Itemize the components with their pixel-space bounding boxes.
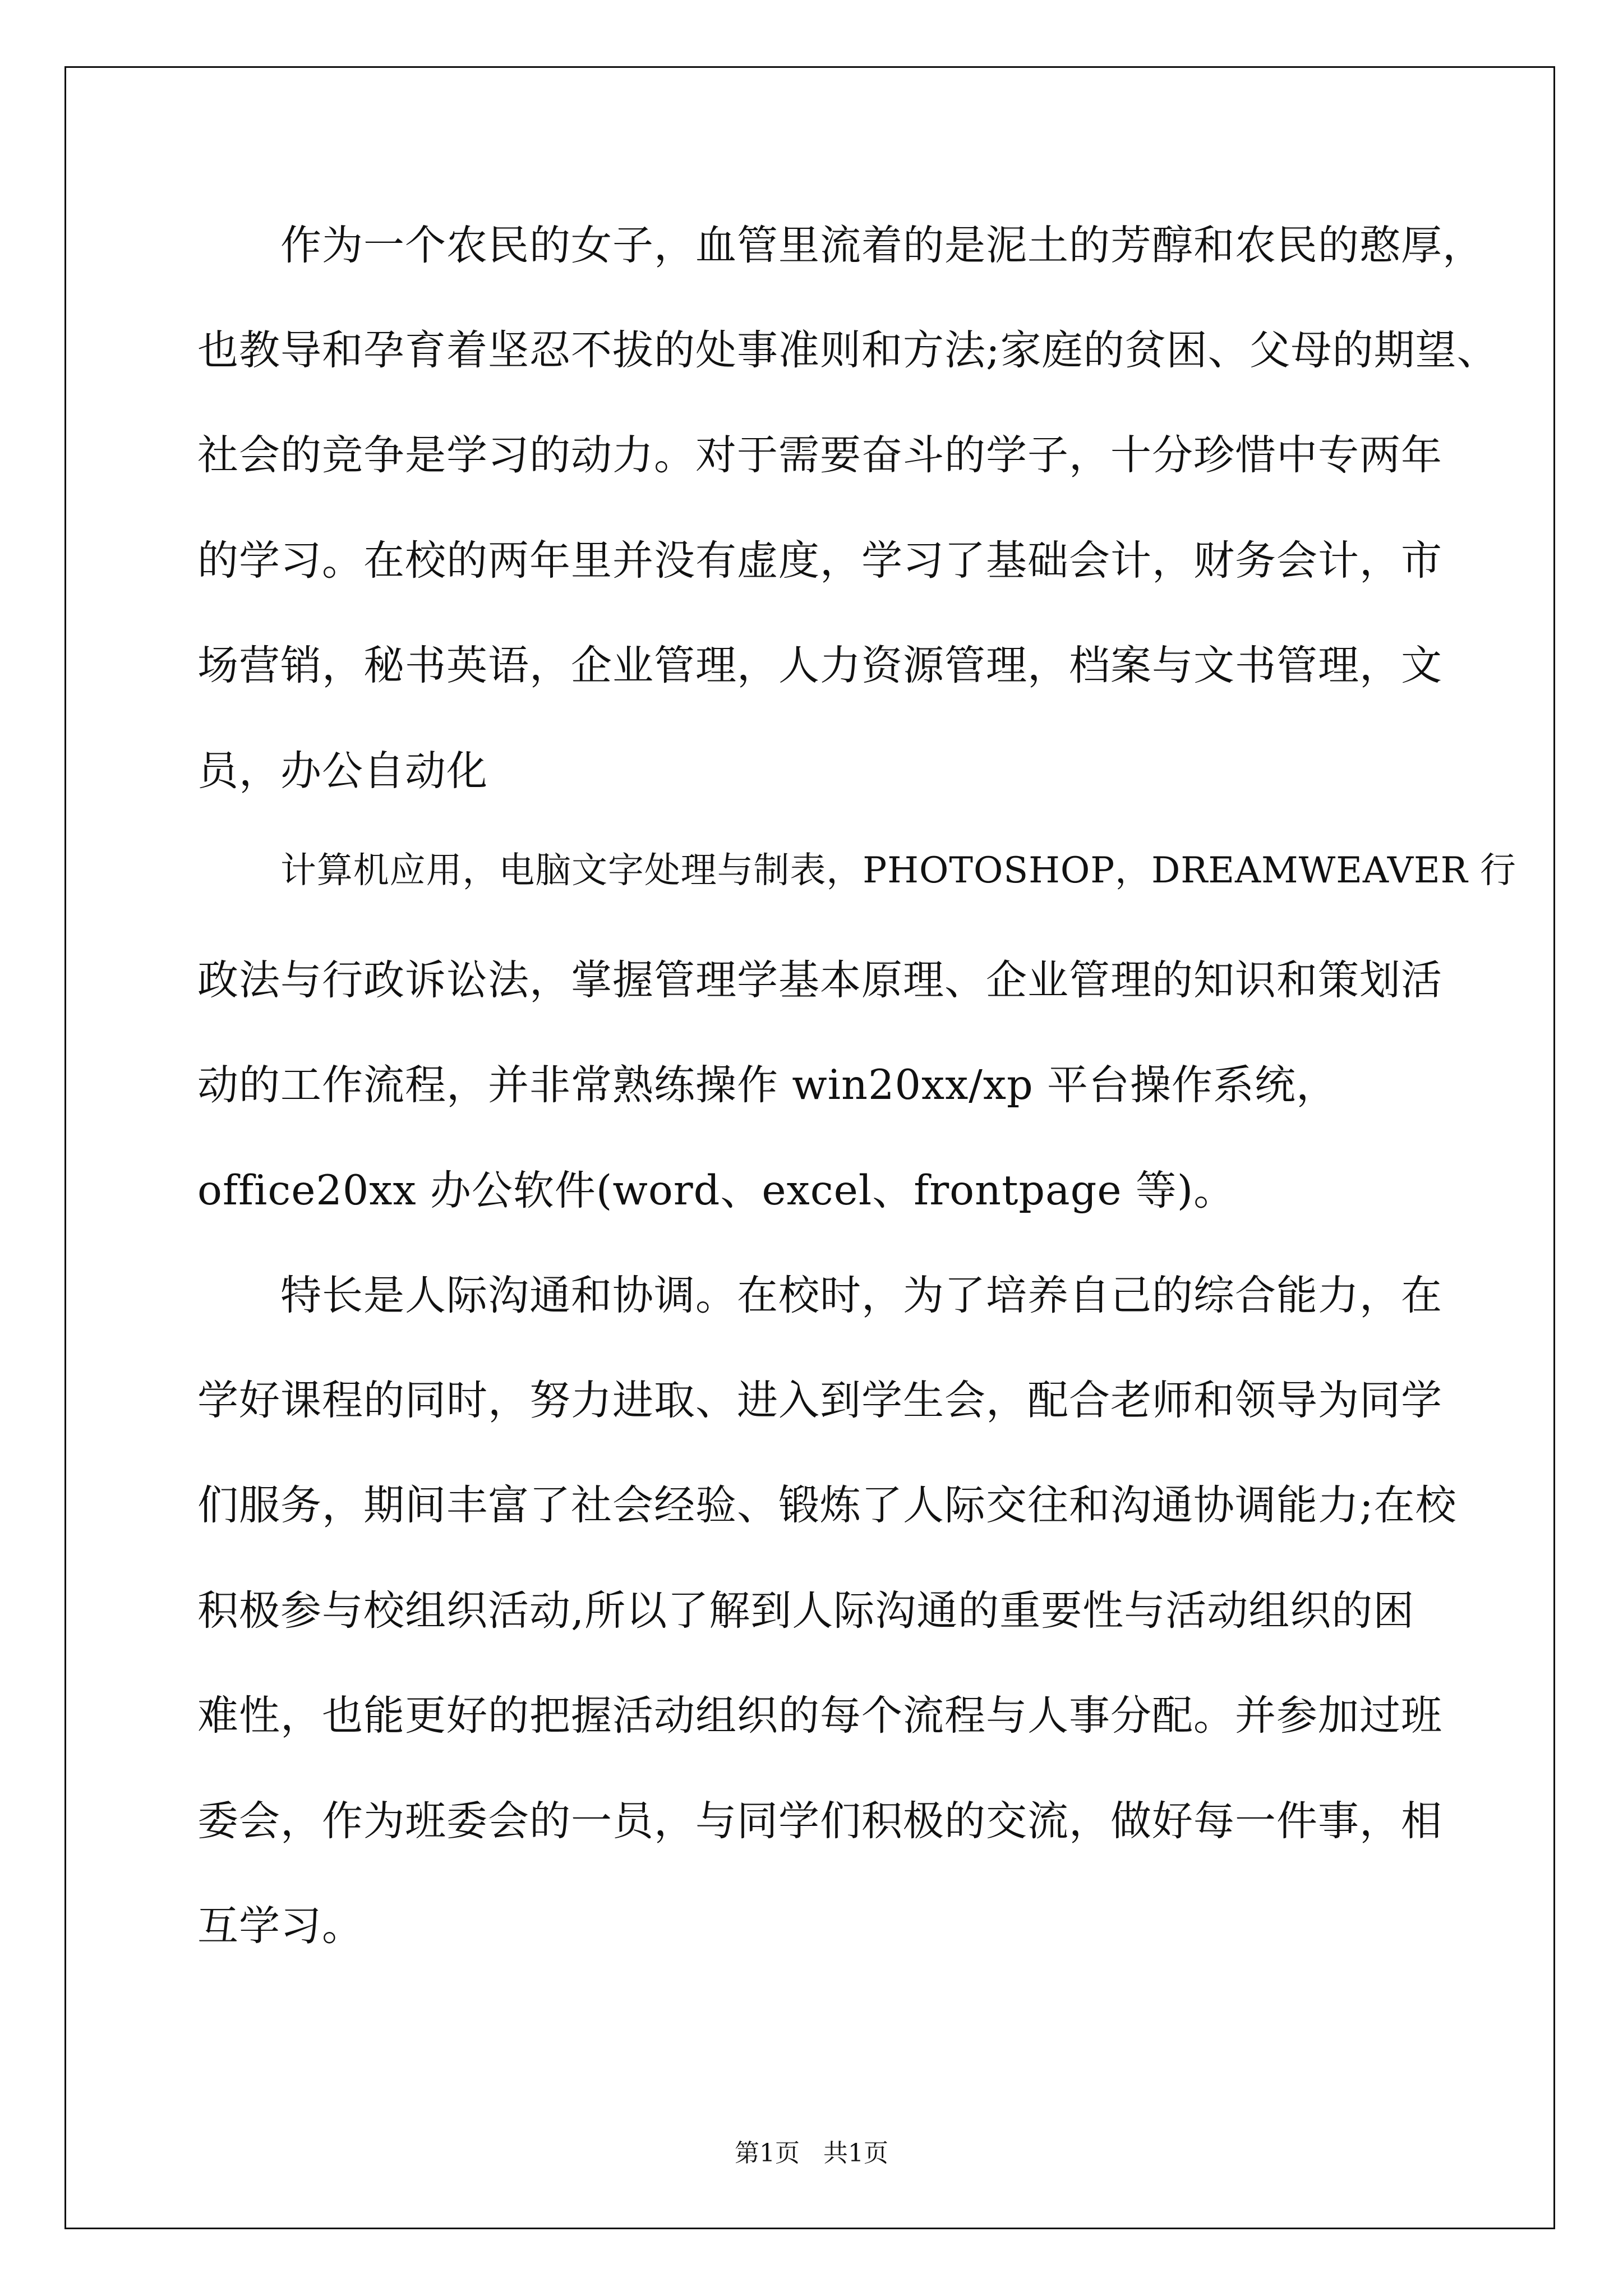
paragraph-1-line-2: 也教导和孕育着坚忍不拔的处事准则和方法;家庭的贫困、父母的期望、 (197, 326, 1498, 374)
paragraph-2-line-3: 动的工作流程，并非常熟练操作 win20xx/xp 平台操作系统， (197, 1061, 1338, 1109)
paragraph-3-line-4: 积极参与校组织活动,所以了解到人际沟通的重要性与活动组织的困 (197, 1587, 1415, 1635)
paragraph-2-line-1: 计算机应用，电脑文字处理与制表，PHOTOSHOP，DREAMWEAVER 行 (280, 850, 1516, 891)
page-footer: 第1页 共1页 (735, 2139, 888, 2168)
paragraph-1-line-5: 场营销，秘书英语，企业管理，人力资源管理，档案与文书管理，文 (197, 642, 1442, 689)
paragraph-3-line-6: 委会，作为班委会的一员，与同学们积极的交流，做好每一件事，相 (197, 1797, 1442, 1845)
paragraph-1-line-3: 社会的竞争是学习的动力。对于需要奋斗的学子，十分珍惜中专两年 (197, 431, 1442, 479)
paragraph-3-line-3: 们服务，期间丰富了社会经验、锻炼了人际交往和沟通协调能力;在校 (197, 1481, 1457, 1529)
paragraph-1-line-4: 的学习。在校的两年里并没有虚度，学习了基础会计，财务会计，市 (197, 537, 1442, 585)
paragraph-2-line-2: 政法与行政诉讼法，掌握管理学基本原理、企业管理的知识和策划活 (197, 956, 1442, 1004)
paragraph-3-line-5: 难性，也能更好的把握活动组织的每个流程与人事分配。并参加过班 (197, 1692, 1442, 1740)
paragraph-2-line-4: office20xx 办公软件(word、excel、frontpage 等)。 (197, 1167, 1235, 1214)
paragraph-1-line-1: 作为一个农民的女子，血管里流着的是泥土的芳醇和农民的憨厚， (280, 222, 1484, 269)
paragraph-3-line-2: 学好课程的同时，努力进取、进入到学生会，配合老师和领导为同学 (197, 1377, 1442, 1424)
paragraph-1-line-6: 员，办公自动化 (197, 747, 488, 795)
paragraph-3-line-7: 互学习。 (197, 1902, 363, 1950)
paragraph-3-line-1: 特长是人际沟通和协调。在校时，为了培养自己的综合能力，在 (280, 1272, 1442, 1319)
